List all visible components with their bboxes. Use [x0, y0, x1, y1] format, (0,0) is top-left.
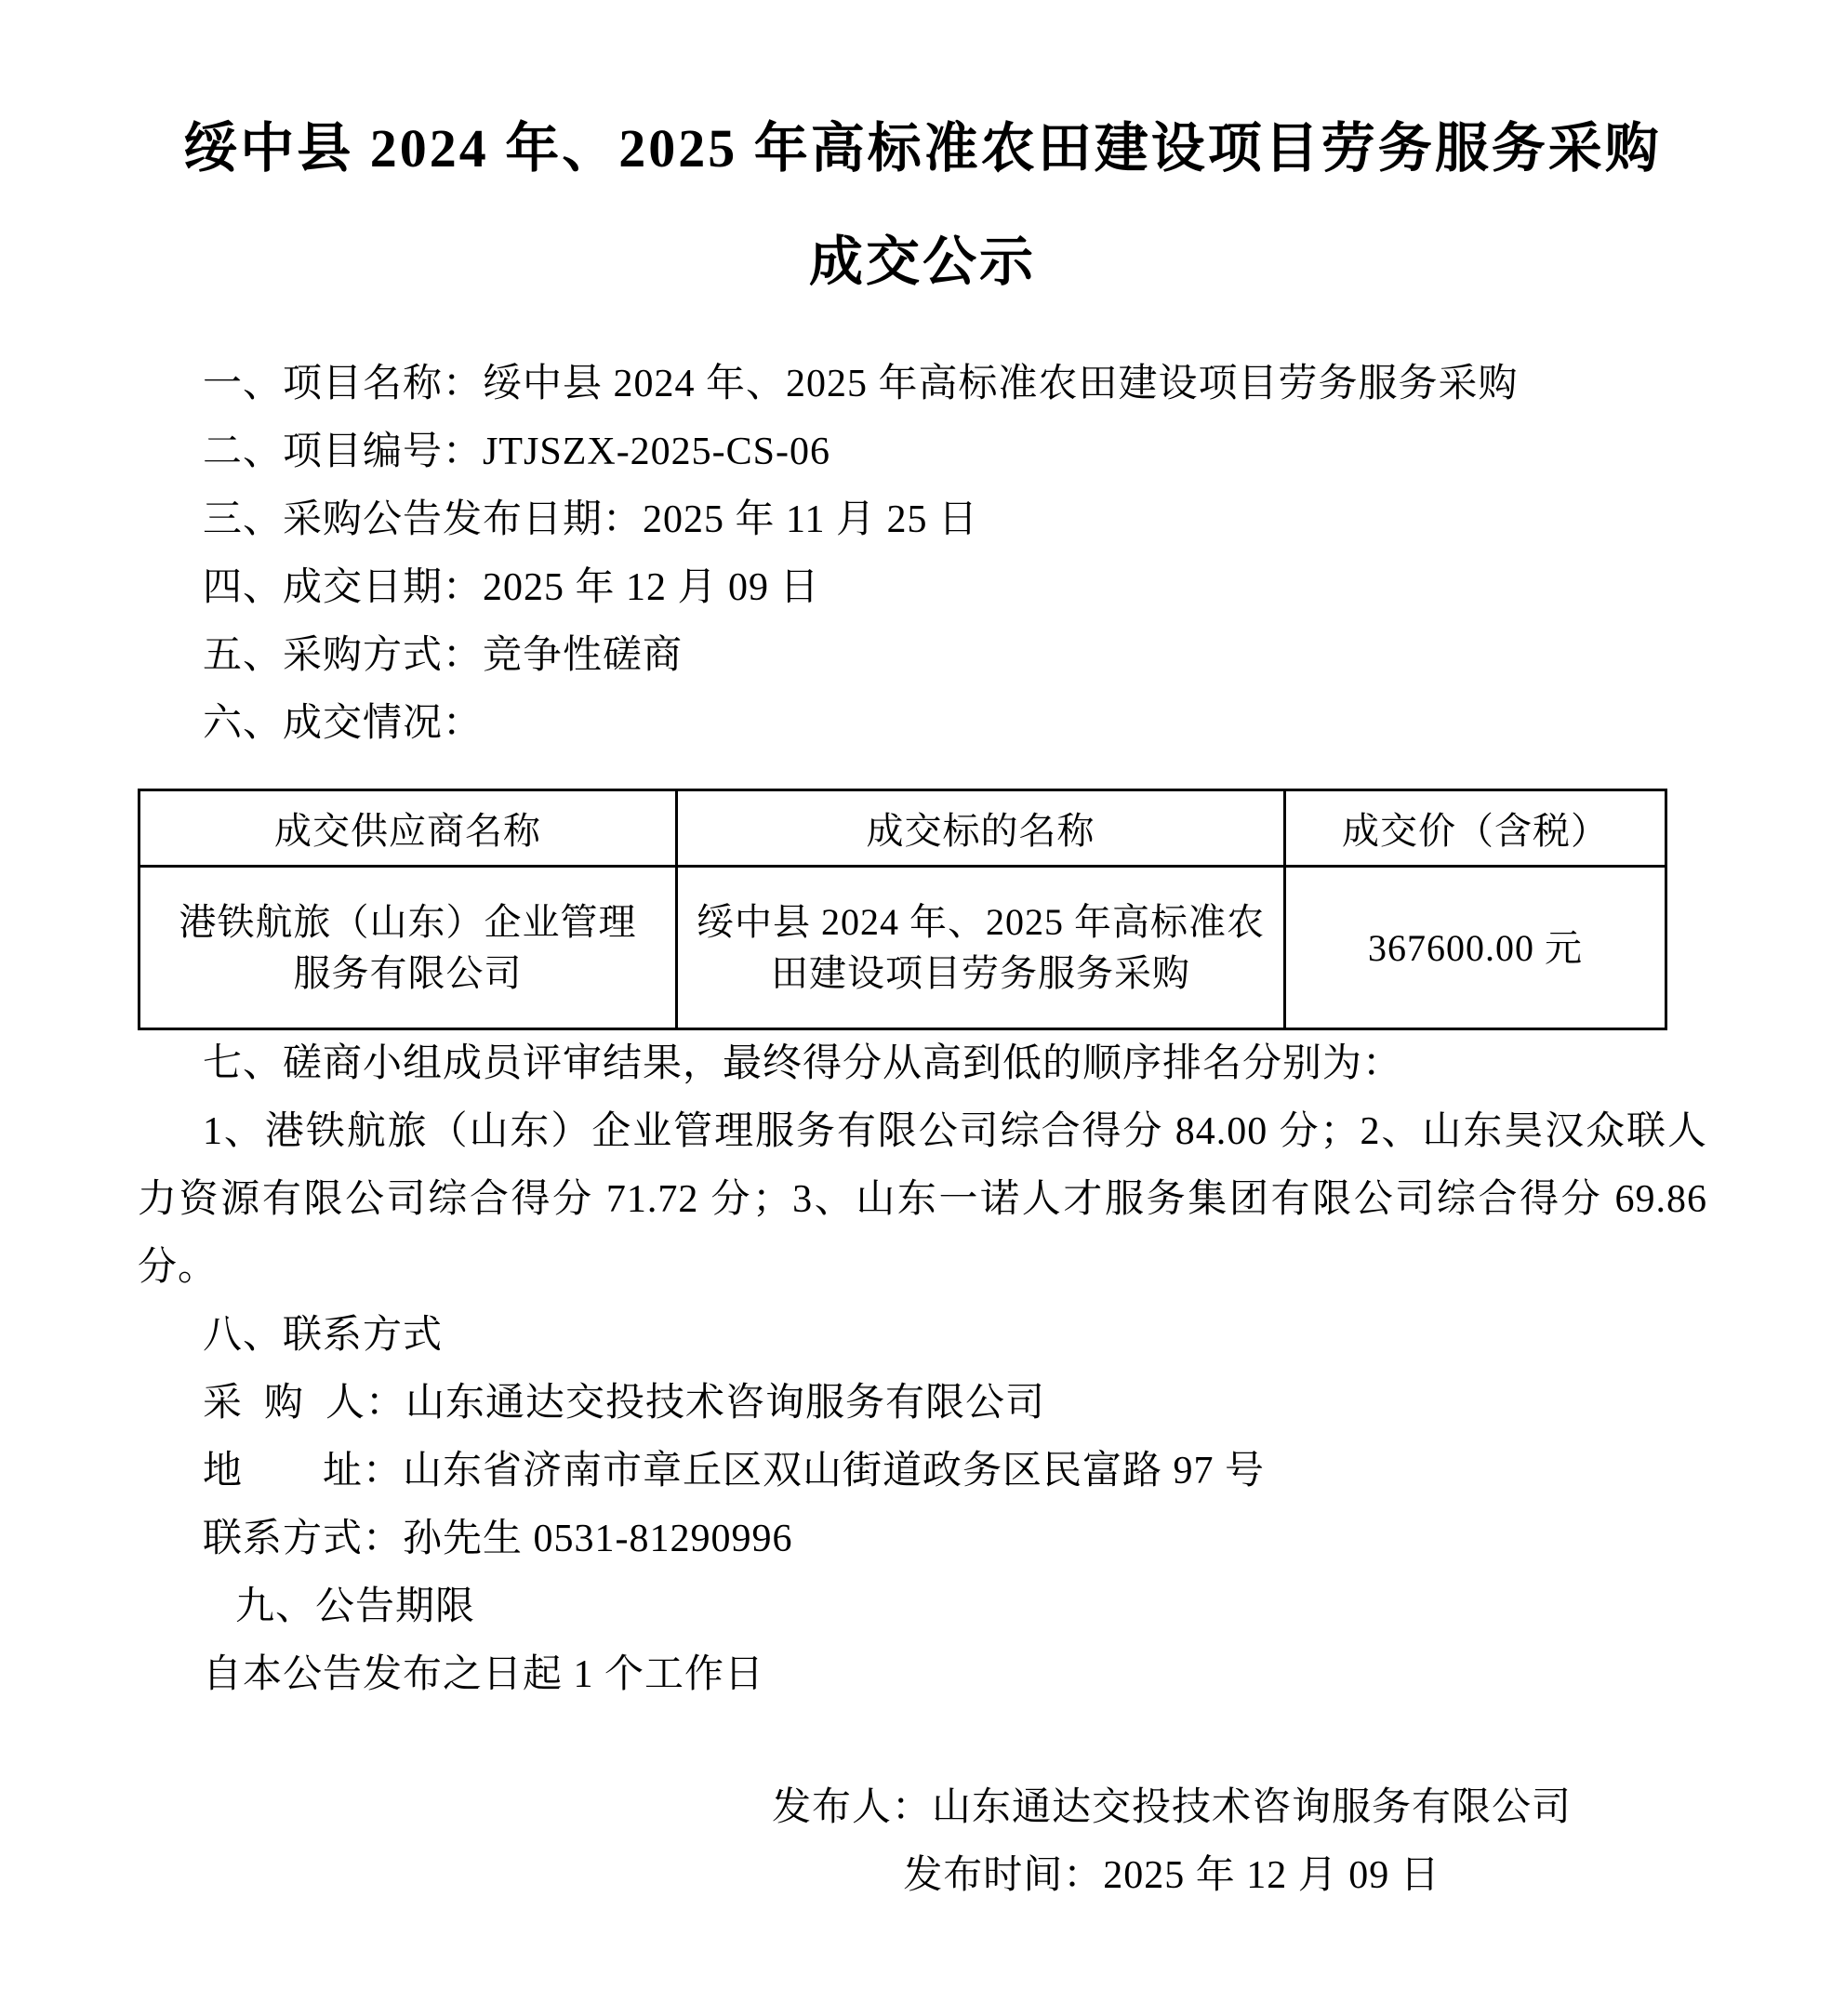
table-header-supplier: 成交供应商名称: [139, 790, 677, 867]
table-header-price: 成交价（含税）: [1285, 790, 1666, 867]
document-title: [138, 92, 1707, 319]
item-award-situation: 六、成交情况：: [203, 702, 484, 745]
contact-purchaser: 采 购 人：山东通达交投技术咨询服务有限公司: [203, 1382, 1046, 1425]
announcement-period: 自本公告发布之日起 1 个工作日: [203, 1653, 765, 1696]
contact-address: 地 址：山东省济南市章丘区双山街道政务区民富路 97 号: [203, 1450, 1266, 1492]
award-table: [138, 789, 1667, 1030]
publish-date-line: 发布时间：2025 年 12 月 09 日: [903, 1854, 1440, 1897]
cell-supplier-name: 港铁航旅（山东）企业管理服务有限公司: [139, 867, 677, 1029]
contact-person: 联系方式：孙先生 0531-81290996: [203, 1518, 793, 1560]
table-header-subject: 成交标的名称: [677, 790, 1285, 867]
item-award-date: 四、成交日期：2025 年 12 月 09 日: [203, 566, 820, 609]
publisher-block: [387, 1774, 1845, 1910]
publisher-line: 发布人：山东通达交投技术咨询服务有限公司: [771, 1786, 1572, 1829]
section8-heading: 八、联系方式: [203, 1314, 444, 1357]
section7-ranking: 1、港铁航旅（山东）企业管理服务有限公司综合得分 84.00 分；2、山东昊汉众联人力资源有限公司综合得分 71.72 分；3、山东一诺人才服务集团有限公司综合得分 69.86 分。: [138, 1110, 1719, 1289]
cell-award-price: 367600.00 元: [1285, 867, 1666, 1029]
item-procurement-method: 五、采购方式：竞争性磋商: [203, 634, 684, 677]
award-table-header-row: [139, 790, 1666, 867]
title-line-1: 绥中县 2024 年、2025 年高标准农田建设项目劳务服务采购: [183, 118, 1662, 179]
item-project-number: 二、项目编号：JTJSZX-2025-CS-06: [203, 431, 831, 473]
cell-subject-name: 绥中县 2024 年、2025 年高标准农田建设项目劳务服务采购: [677, 867, 1285, 1029]
award-table-row: [139, 867, 1666, 1029]
item-announce-date: 三、采购公告发布日期：2025 年 11 月 25 日: [203, 498, 978, 541]
section9-heading: 九、公告期限: [235, 1585, 476, 1628]
title-line-2: 成交公示: [808, 232, 1036, 292]
item-project-name: 一、项目名称：绥中县 2024 年、2025 年高标准农田建设项目劳务服务采购: [203, 363, 1519, 405]
section7-heading: 七、磋商小组成员评审结果，最终得分从高到低的顺序排名分别为：: [203, 1042, 1403, 1085]
